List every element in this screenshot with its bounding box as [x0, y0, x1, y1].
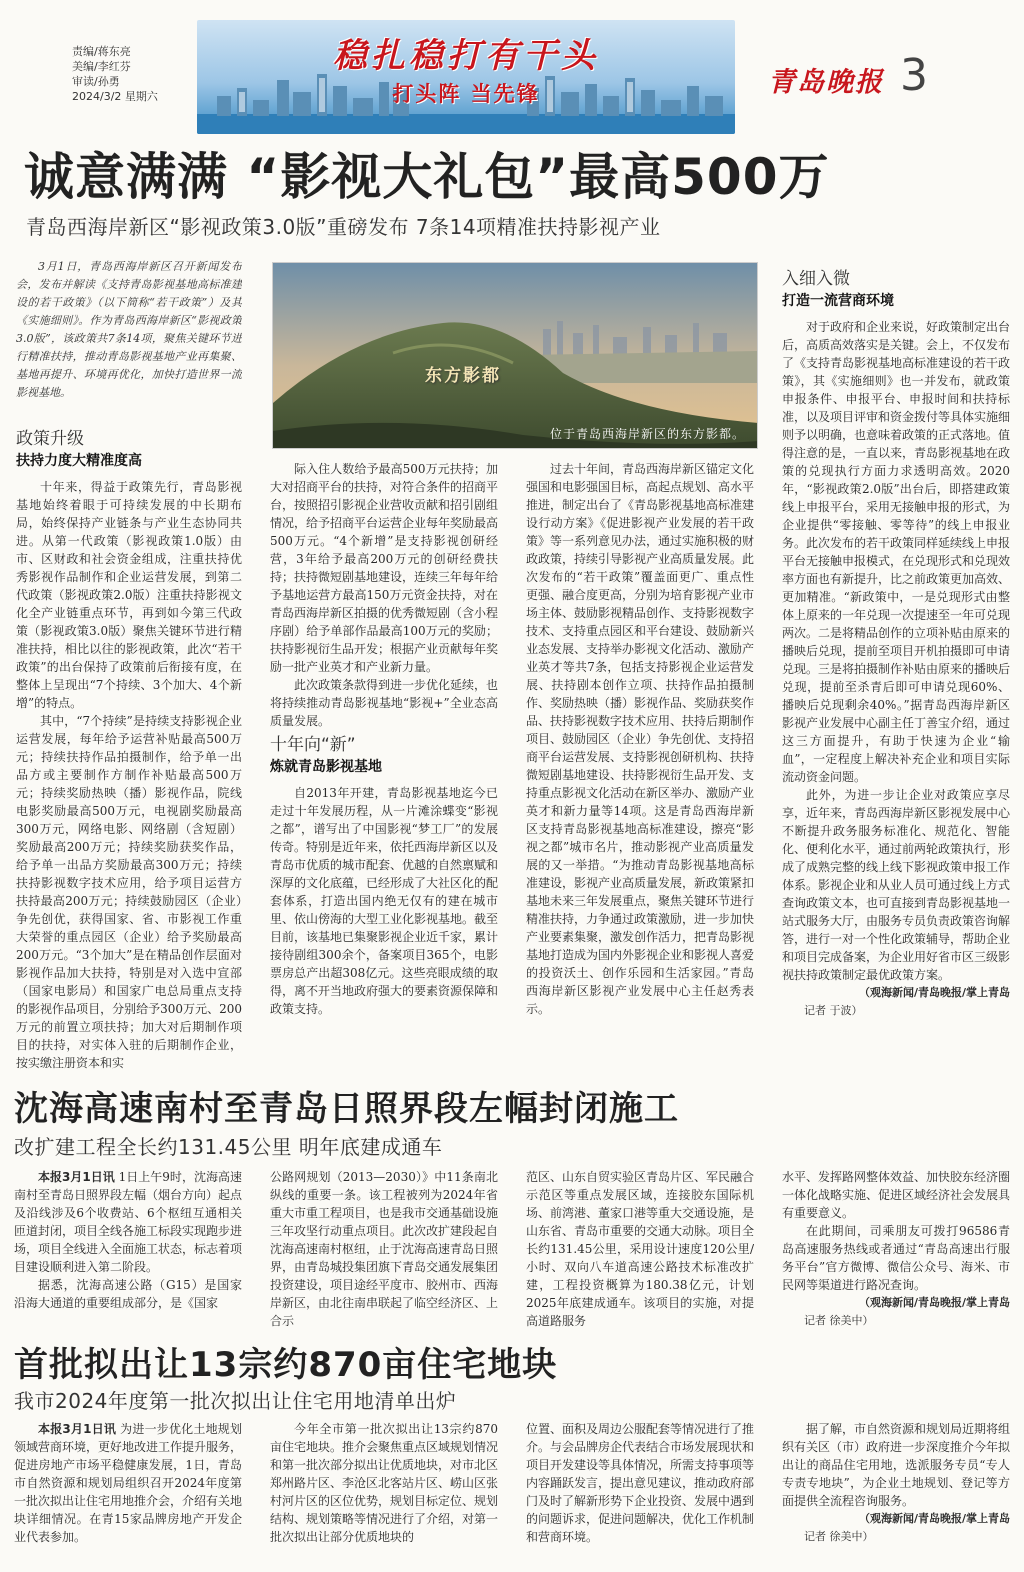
section-title-policy-upgrade: 政策升级	[16, 429, 84, 449]
dateline: 本报3月1日讯	[38, 1422, 117, 1436]
article3-headline: 首批拟出让13宗约870亩住宅地块	[14, 1345, 558, 1385]
article2-column-1	[14, 1168, 242, 1328]
dateline: 本报3月1日讯	[38, 1170, 115, 1184]
paragraph: 际入住人数给予最高500万元扶持；加大对招商平台的扶持，对符合条件的招商平台，按照招引影视企业营收贡献和招引剧组情况，给予招商平台运营企业每年奖励最高500万元。“4个新增”是支持影视创研经营，3年给予最高200万元的创研经费扶持；扶持微短剧基地建设，连续三年每年给予基地运营方最高150万元资金扶持，对在青岛西海岸新区拍摄的优秀微短剧（含小程序剧）给予单部作品最高100万元的奖励；扶持影视衍生品开发；根据产业贡献每年奖励一批产业英才和产业新力量。	[270, 462, 498, 674]
section-banner	[197, 20, 735, 134]
article3-subhead: 我市2024年度第一批次拟出让住宅用地清单出炉	[14, 1389, 457, 1413]
article2-subhead: 改扩建工程全长约131.45公里 明年底建成通车	[14, 1135, 443, 1159]
paragraph: 据了解，市自然资源和规划局近期将组织有关区（市）政府进一步深度推介今年拟出让的商品住宅用地，选派服务专员“专人专责专地块”，为企业土地规划、登记等方面提供全流程咨询服务。	[782, 1422, 1010, 1508]
masthead	[0, 0, 1024, 148]
paragraph: 位置、面积及周边公服配套等情况进行了推介。与会品牌房企代表结合市场发展现状和项目开发建设等具体情况，所需支持事项等内容踊跃发言，提出意见建议，推动政府部门及时了解新形势下企业投资、发展中遇到的问题诉求，促进问题解决，优化工作机制和营商环境。	[526, 1422, 754, 1544]
paragraph: 在此期间，司乘朋友可拨打96586青岛高速服务热线或者通过“青岛高速出行服务平台”官方微博、微信公众号、海米、市民网等渠道进行路况查询。	[782, 1224, 1010, 1292]
banner-title: 稳扎稳打有干头	[333, 36, 599, 76]
article1-column-3	[526, 460, 754, 1070]
paragraph: 自2013年开建，青岛影视基地迄今已走过十年发展历程，从一片滩涂蝶变“影视之都”，谱写出了中国影视“梦工厂”的发展传奇。特别是近年来，依托西海岸新区以及青岛市优质的城市配套、优越的自然禀赋和深厚的文化底蕴，已经形成了大社区化的配套体系，打造出国内绝无仅有的建在城市里、依山傍海的大型工业化影视基地。截至目前，该基地已集聚影视企业近千家，累计接待剧组300余个，备案项目365个，电影票房总产出超308亿元。这些亮眼成绩的取得，离不开当地政府强大的要素资源保障和政策支持。	[270, 786, 498, 1016]
paragraph: 据悉，沈海高速公路（G15）是国家沿海大通道的重要组成部分，是《国家	[14, 1278, 242, 1310]
section-title-ten-years: 十年向“新”	[270, 735, 356, 755]
article2-column-4	[782, 1168, 1010, 1328]
paragraph: 其中，“7个持续”是持续支持影视企业运营发展，每年给予运营补贴最高500万元；持续扶持作品拍摄制作，给予单一出品方或主要制作方制作补贴最高500万元；持续奖励热映（播）影视作品，院线电影奖励最高500万元，电视剧奖励最高300万元，网络电影、网络剧（含短剧）奖励最高200万元；持续奖励获奖作品，给予单一出品方奖励最高300万元；持续扶持影视数字技术应用，给予项目运营方扶持最高200万元；持续鼓励园区（企业）争先创优，获得国家、省、市影视工作重大荣誉的重点园区（企业）给予奖励最高200万元。“3个加大”是在精品创作层面对影视作品加大扶持，特别是对入选中宣部（国家电影局）和国家广电总局重点支持的影视作品项目，分别给予300万元、200万元的前置立项扶持；加大对后期制作项目的扶持，对实体入驻的后期制作企业，按实缴注册资本和实	[16, 714, 242, 1070]
paragraph: 十年来，得益于政策先行，青岛影视基地始终着眼于可持续发展的中长期布局，始终保持产业链条与产业生态协同共进。从第一代政策（影视政策1.0版）由市、区财政和社会资金组成，注重扶持优秀影视作品制作和企业运营发展，到第二代政策（影视政策2.0版）注重扶持影视文化全产业链重点环节，再到如今第三代政策（影视政策3.0版）聚焦关键环节进行精准扶持，相比以往的影视政策，此次“若干政策”的出台保持了政策前后衔接有度，在整体上呈现出“7个持续、3个加大、4个新增”的特点。	[16, 480, 242, 710]
reporter: 记者 徐美中）	[804, 1314, 874, 1327]
article1-column-2	[270, 460, 498, 1070]
paragraph: 对于政府和企业来说，好政策制定出台后，高质高效落实是关键。会上，不仅发布了《支持青岛影视基地高标准建设的若干政策》，其《实施细则》也一并发布，就政策申报条件、申报平台、申报时间和扶持标准，以及项目评审和资金拨付等具体实施细则予以明确，也意味着政策的正式落地。值得注意的是，一直以来，青岛影视基地在政策的兑现执行方面力求透明高效。2020年，“影视政策2.0版”出台后，即搭建政策线上申报平台，采用无接触申报的形式，为企业提供“零接触、零等待”的线上申报业务。此次发布的若干政策同样延续线上申报平台无接触申报模式，在兑现形式和兑现效率方面也有新提升，比之前政策更加高效、更加精准。“新政策中，一是兑现形式由整体上原来的一年兑现一次提速至一年可兑现两次。二是将精品创作的立项补贴由原来的播映后兑现，提前至项目开机拍摄即可申请兑现。三是将拍摄制作补贴由原来的播映后兑现，提前至杀青后即可申请兑现60%、播映后兑现剩余40%。”据青岛西海岸新区影视产业发展中心副主任丁善宝介绍，通过这三方面提升，有助于快速为企业“输血”，一定程度上解决补充企业和项目实际流动资金问题。	[782, 320, 1010, 784]
section-title-detail: 入细入微	[782, 269, 850, 289]
article1-column-4	[782, 264, 1010, 1070]
article2-column-3	[526, 1168, 754, 1328]
issue-date: 2024/3/2 星期六	[72, 90, 158, 103]
reporter: 记者 于波）	[804, 1004, 863, 1017]
photo-caption: 位于青岛西海岸新区的东方影都。	[549, 427, 745, 441]
paragraph: 此外，为进一步让企业对政策应享尽享，近年来，青岛西海岸新区影视发展中心不断提升政务服务标准化、规范化、智能化、便利化水平，通过前两轮政策执行，形成了成熟完整的线上线下影视政策申报工作体系。影视企业和从业人员可通过线上方式查询政策文本，也可直接到青岛影视基地一站式服务大厅，由服务专员负责政策咨询解答，进行一对一个性化政策辅导，帮助企业和项目完成备案，为企业用好省市区三级影视扶持政策制定最优政策方案。	[782, 788, 1010, 982]
reporter: 记者 徐美中）	[804, 1530, 874, 1543]
article3-column-1	[14, 1420, 242, 1568]
article3-column-4	[782, 1420, 1010, 1568]
byline: （观海新闻/青岛晚报/掌上青岛	[858, 986, 1010, 999]
credit-designer: 美编/李红芬	[72, 60, 131, 73]
article1-intro	[16, 258, 242, 418]
section-subtitle-detail: 打造一流营商环境	[782, 293, 894, 309]
byline: （观海新闻/青岛晚报/掌上青岛	[858, 1512, 1010, 1525]
dongfang-film-city-photo	[272, 262, 758, 449]
paragraph: 此次政策条款得到进一步优化延续，也将持续推动青岛影视基地“影视+”全业态高质量发展。	[270, 678, 498, 728]
section-subtitle-policy-upgrade: 扶持力度大精准度高	[16, 453, 142, 469]
paragraph: 范区、山东自贸实验区青岛片区、军民融合示范区等重点发展区域，连接胶东国际机场、前湾港、董家口港等重大交通设施，是山东省、青岛市重要的交通大动脉。项目全长约131.45公里，采用设计速度120公里/小时、双向八车道高速公路技术标准改扩建，工程投资概算为180.38亿元，计划2025年底建成通车。该项目的实施，对提高道路服务	[526, 1170, 754, 1328]
credit-proofreader: 审读/孙勇	[72, 75, 120, 88]
newspaper-logo: 青岛晚报	[768, 67, 884, 98]
credit-editor: 责编/蒋东亮	[72, 45, 131, 58]
paragraph: 水平、发挥路网整体效益、加快胶东经济圈一体化战略实施、促进区域经济社会发展具有重要意义。	[782, 1170, 1010, 1220]
article1-headline: 诚意满满 “影视大礼包”最高500万	[24, 148, 830, 206]
article3-column-2	[270, 1420, 498, 1568]
article1-subhead: 青岛西海岸新区“影视政策3.0版”重磅发布 7条14项精准扶持影视产业	[26, 215, 661, 239]
paragraph: 今年全市第一批次拟出让13宗约870亩住宅地块。推介会聚焦重点区域规划情况和第一批次部分拟出让优质地块，对市北区郑州路片区、李沧区北客站片区、崂山区张村河片区的区位优势，规划目标定位、规划结构、规划策略等情况进行了介绍，对第一批次拟出让部分优质地块的	[270, 1422, 498, 1544]
paragraph: 为进一步优化土地规划领域营商环境，更好地改进工作提升服务，促进房地产市场平稳健康发展，1日，青岛市自然资源和规划局组织召开2024年度第一批次拟出让住宅用地推介会，介绍有关地块详细情况。在青15家品牌房地产开发企业代表参加。	[14, 1422, 242, 1544]
article3-column-3	[526, 1420, 754, 1568]
section-subtitle-ten-years: 炼就青岛影视基地	[270, 759, 382, 775]
photo-illustration	[273, 263, 758, 449]
banner-subtitle: 打头阵 当先锋	[392, 82, 540, 106]
photo-sign-text: 东方影都	[425, 366, 501, 386]
paragraph: 过去十年间，青岛西海岸新区锚定文化强国和电影强国目标，高起点规划、高水平推进，制定出台了《青岛影视基地高标准建设行动方案》《促进影视产业发展的若干政策》等一系列意见办法，通过实施积极的财政政策，持续引导影视产业高质量发展。此次发布的“若干政策”覆盖面更广、重点性更强、融合度更高，分别为培育影视产业市场主体、鼓励影视精品创作、支持影视数字技术、支持重点园区和平台建设、鼓励新兴业态发展、支持举办影视文化活动、激励产业英才等共7条，包括支持影视企业运营发展、扶持剧本创作立项、扶持作品拍摄制作、奖励热映（播）影视作品、奖励获奖作品、扶持影视数字技术应用、扶持后期制作项目、鼓励园区（企业）争先创优、支持招商平台运营发展、支持影视创研机构、扶持微短剧基地建设、扶持影视衍生品开发、支持重点影视文化活动在新区举办、激励产业英才和新力量等14项。这是青岛西海岸新区支持青岛影视基地高标准建设，擦亮“影视之都”城市名片，推动影视产业高质量发展的又一举措。“为推动青岛影视基地高标准建设，影视产业高质量发展，新政策紧扣基地未来三年发展重点，聚焦关键环节进行精准扶持，力争通过政策激励，进一步加快产业要素集聚，激发创作活力，把青岛影视基地打造成为国内外影视企业和影视人喜爱的投资沃土、创作乐园和生活家园。”青岛西海岸新区影视产业发展中心主任赵秀表示。	[526, 462, 754, 1016]
paragraph: 1日上午9时，沈海高速南村至青岛日照界段左幅（烟台方向）起点及沿线涉及6个收费站、6个枢纽互通相关匝道封闭，项目全线各施工标段实现跑步进场，项目全线进入全面施工状态，标志着项目建设顺利进入第二阶段。	[14, 1170, 242, 1274]
byline: （观海新闻/青岛晚报/掌上青岛	[858, 1296, 1010, 1309]
article1-column-1	[16, 424, 242, 1070]
paragraph: 公路网规划（2013—2030）》中11条南北纵线的重要一条。该工程被列为2024年省重大市重工程项目，也是我市交通基础设施三年攻坚行动重点项目。此次改扩建段起自沈海高速南村枢纽，止于沈海高速青岛日照界，由青岛城投集团旗下青岛交通发展集团投资建设，项目途经平度市、胶州市、西海岸新区，由北往南串联起了临空经济区、上合示	[270, 1170, 498, 1328]
page-number: 3	[900, 50, 928, 101]
intro-text: 3月1日，青岛西海岸新区召开新闻发布会，发布并解读《支持青岛影视基地高标准建设的若干政策》（以下简称“若干政策”）及其《实施细则》。作为青岛西海岸新区“影视政策3.0版”，该政策共7条14项，聚焦关键环节进行精准扶持，推动青岛影视基地产业再集聚、基地再提升、环境再优化，加快打造世界一流影视基地。	[16, 260, 242, 399]
article2-column-2	[270, 1168, 498, 1328]
article2-headline: 沈海高速南村至青岛日照界段左幅封闭施工	[14, 1089, 679, 1129]
editor-credits	[72, 44, 158, 104]
